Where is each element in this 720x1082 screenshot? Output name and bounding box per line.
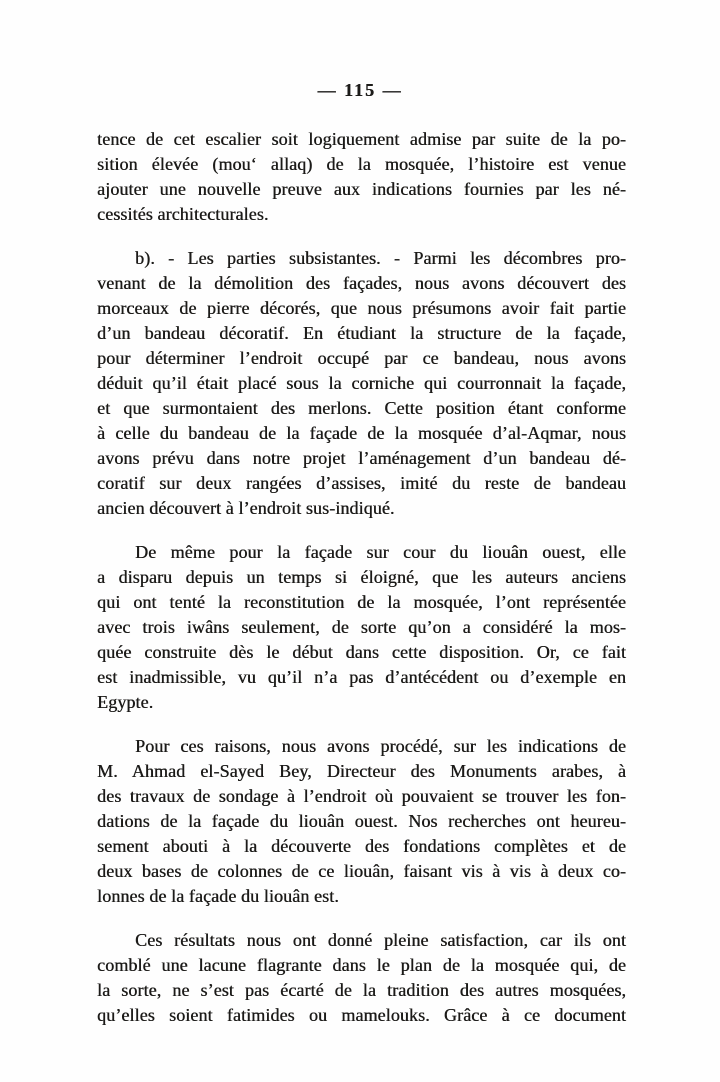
- text-line: ancien découvert à l’endroit sus-indiqué.: [97, 498, 395, 518]
- text-line: De même pour la façade sur cour du liouân ouest, elle: [135, 542, 626, 562]
- text-line: ajouter une nouvelle preuve aux indications fournies par les né-: [97, 179, 626, 199]
- text-line: Ces résultats nous ont donné pleine satisfaction, car ils ont: [135, 930, 626, 950]
- text-line: dations de la façade du liouân ouest. Nos recherches ont heureu-: [97, 811, 626, 831]
- page-text-block: [97, 127, 626, 1028]
- text-line: deux bases de colonnes de ce liouân, faisant vis à vis à deux co-: [97, 861, 626, 881]
- text-line: comblé une lacune flagrante dans le plan de la mosquée qui, de: [97, 955, 626, 975]
- text-line: cessités architecturales.: [97, 204, 269, 224]
- text-line: M. Ahmad el-Sayed Bey, Directeur des Monuments arabes, à: [97, 761, 626, 781]
- text-line: sement abouti à la découverte des fondations complètes et de: [97, 836, 626, 856]
- paragraph: [97, 246, 626, 521]
- page-number-header: — 115 —: [317, 80, 403, 100]
- text-line: des travaux de sondage à l’endroit où pouvaient se trouver les fon-: [97, 786, 626, 806]
- text-line: quée construite dès le début dans cette disposition. Or, ce fait: [97, 642, 626, 662]
- paragraph: [97, 734, 626, 909]
- text-line: b). - Les parties subsistantes. - Parmi les décombres pro-: [135, 248, 626, 268]
- text-line: pour déterminer l’endroit occupé par ce bandeau, nous avons: [97, 348, 626, 368]
- text-line: Pour ces raisons, nous avons procédé, sur les indications de: [135, 736, 626, 756]
- text-line: a disparu depuis un temps si éloigné, que les auteurs anciens: [97, 567, 626, 587]
- paragraph: [97, 127, 626, 227]
- text-line: et que surmontaient des merlons. Cette position étant conforme: [97, 398, 626, 418]
- text-line: coratif sur deux rangées d’assises, imité du reste de bandeau: [97, 473, 626, 493]
- text-line: Egypte.: [97, 692, 154, 712]
- text-line: d’un bandeau décoratif. En étudiant la structure de la façade,: [97, 323, 626, 343]
- text-line: lonnes de la façade du liouân est.: [97, 886, 339, 906]
- text-line: morceaux de pierre décorés, que nous présumons avoir fait partie: [97, 298, 626, 318]
- text-line: la sorte, ne s’est pas écarté de la tradition des autres mosquées,: [97, 980, 626, 1000]
- text-line: avec trois iwâns seulement, de sorte qu’on a considéré la mos-: [97, 617, 626, 637]
- text-line: avons prévu dans notre projet l’aménagement d’un bandeau dé-: [97, 448, 626, 468]
- text-line: est inadmissible, vu qu’il n’a pas d’antécédent ou d’exemple en: [97, 667, 626, 687]
- text-line: déduit qu’il était placé sous la corniche qui courronnait la façade,: [97, 373, 626, 393]
- text-line: tence de cet escalier soit logiquement admise par suite de la po-: [97, 129, 626, 149]
- text-line: sition élevée (mou‘ allaq) de la mosquée, l’histoire est venue: [97, 154, 626, 174]
- paragraph: [97, 540, 626, 715]
- text-line: qu’elles soient fatimides ou mamelouks. Grâce à ce document: [97, 1005, 626, 1025]
- text-line: qui ont tenté la reconstitution de la mosquée, l’ont représentée: [97, 592, 626, 612]
- paragraph: [97, 928, 626, 1028]
- text-line: venant de la démolition des façades, nous avons découvert des: [97, 273, 626, 293]
- text-line: à celle du bandeau de la façade de la mosquée d’al-Aqmar, nous: [97, 423, 626, 443]
